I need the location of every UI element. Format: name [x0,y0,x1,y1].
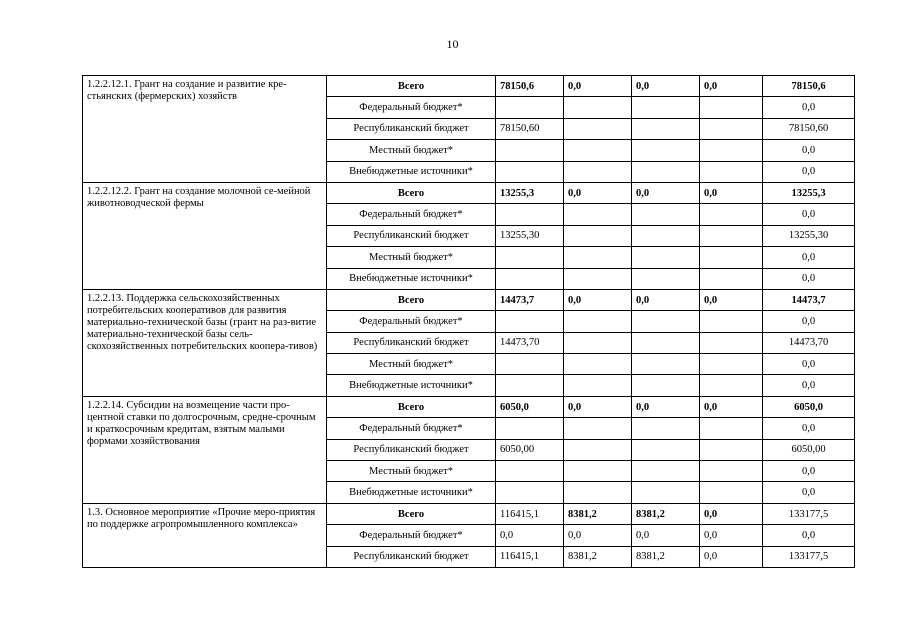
table-row [83,76,855,97]
year2-value: 0,0 [564,396,632,417]
year3-value [632,140,700,161]
total-value: 13255,3 [763,182,855,203]
year2-value: 0,0 [564,182,632,203]
year2-value: 0,0 [564,76,632,97]
table-body [83,76,855,568]
table-row [83,182,855,203]
year1-value [496,204,564,225]
year4-value [700,375,763,396]
year2-value [564,97,632,118]
page-number: 10 [446,37,459,51]
total-value: 14473,70 [763,332,855,353]
year3-value [632,418,700,439]
funding-source: Федеральный бюджет* [327,97,496,118]
total-value: 13255,30 [763,225,855,246]
year4-value [700,311,763,332]
funding-source: Внебюджетные источники* [327,482,496,503]
year4-value [700,354,763,375]
year4-value [700,461,763,482]
year4-value: 0,0 [700,76,763,97]
funding-source: Всего [327,182,496,203]
funding-source: Всего [327,503,496,524]
funding-source: Всего [327,289,496,310]
total-value: 0,0 [763,354,855,375]
funding-source: Местный бюджет* [327,461,496,482]
year3-value [632,247,700,268]
funding-source: Местный бюджет* [327,247,496,268]
year3-value [632,268,700,289]
year4-value [700,268,763,289]
year4-value: 0,0 [700,182,763,203]
total-value: 0,0 [763,97,855,118]
funding-source: Республиканский бюджет [327,118,496,139]
year1-value [496,247,564,268]
total-value: 0,0 [763,204,855,225]
year4-value [700,418,763,439]
funding-source: Всего [327,396,496,417]
year1-value: 6050,0 [496,396,564,417]
year1-value [496,161,564,182]
year2-value [564,225,632,246]
funding-source: Внебюджетные источники* [327,375,496,396]
table-row [83,289,855,310]
year2-value [564,118,632,139]
year1-value [496,140,564,161]
year4-value [700,482,763,503]
year3-value: 0,0 [632,396,700,417]
year4-value [700,140,763,161]
year2-value [564,311,632,332]
year4-value [700,161,763,182]
funding-source: Федеральный бюджет* [327,204,496,225]
funding-source: Республиканский бюджет [327,332,496,353]
year4-value [700,118,763,139]
year2-value: 0,0 [564,525,632,546]
year4-value [700,332,763,353]
year1-value: 13255,30 [496,225,564,246]
year1-value: 116415,1 [496,503,564,524]
total-value: 133177,5 [763,503,855,524]
total-value: 78150,6 [763,76,855,97]
year4-value: 0,0 [700,503,763,524]
year1-value: 78150,60 [496,118,564,139]
total-value: 0,0 [763,461,855,482]
year2-value [564,482,632,503]
total-value: 0,0 [763,311,855,332]
total-value: 0,0 [763,247,855,268]
year3-value: 0,0 [632,182,700,203]
year2-value [564,375,632,396]
year2-value [564,140,632,161]
year2-value [564,268,632,289]
year1-value [496,418,564,439]
measure-name: 1.3. Основное мероприятие «Прочие меро-приятия по поддержке агропромышленного комплекса» [83,503,327,567]
year2-value: 8381,2 [564,546,632,567]
measure-name: 1.2.2.14. Субсидии на возмещение части про-центной ставки по долгосрочным, средне-срочным и краткосрочным кредитам, взятым малыми формами хозяйствования [83,396,327,503]
funding-source: Всего [327,76,496,97]
year4-value [700,97,763,118]
funding-source: Республиканский бюджет [327,225,496,246]
year1-value [496,97,564,118]
total-value: 0,0 [763,140,855,161]
funding-source: Местный бюджет* [327,354,496,375]
year2-value [564,461,632,482]
funding-source: Республиканский бюджет [327,546,496,567]
funding-source: Федеральный бюджет* [327,311,496,332]
year3-value: 0,0 [632,525,700,546]
year3-value [632,461,700,482]
year1-value [496,461,564,482]
total-value: 0,0 [763,161,855,182]
total-value: 0,0 [763,268,855,289]
total-value: 6050,00 [763,439,855,460]
measure-name: 1.2.2.12.2. Грант на создание молочной се-мейной животноводческой фермы [83,182,327,289]
year3-value [632,482,700,503]
year4-value: 0,0 [700,396,763,417]
year2-value [564,439,632,460]
year3-value: 8381,2 [632,503,700,524]
year4-value [700,225,763,246]
year2-value [564,161,632,182]
year2-value [564,204,632,225]
funding-source: Внебюджетные источники* [327,268,496,289]
year1-value: 14473,7 [496,289,564,310]
total-value: 0,0 [763,375,855,396]
year3-value [632,354,700,375]
year1-value: 0,0 [496,525,564,546]
measure-name: 1.2.2.13. Поддержка сельскохозяйственных потребительских кооперативов для развития материально-технической базы (грант на раз-витие материально-технической базы сель-скохозяйственных потребительских коопера-тивов) [83,289,327,396]
year1-value [496,268,564,289]
year2-value [564,418,632,439]
total-value: 0,0 [763,482,855,503]
year4-value [700,204,763,225]
funding-source: Федеральный бюджет* [327,525,496,546]
year4-value: 0,0 [700,546,763,567]
table-row [83,503,855,524]
total-value: 0,0 [763,525,855,546]
year1-value: 14473,70 [496,332,564,353]
year2-value: 8381,2 [564,503,632,524]
year3-value [632,225,700,246]
budget-table [82,75,855,568]
year1-value [496,311,564,332]
funding-source: Федеральный бюджет* [327,418,496,439]
year3-value [632,332,700,353]
total-value: 78150,60 [763,118,855,139]
year3-value [632,161,700,182]
year1-value [496,354,564,375]
total-value: 133177,5 [763,546,855,567]
year1-value: 78150,6 [496,76,564,97]
year1-value: 116415,1 [496,546,564,567]
year3-value [632,439,700,460]
year2-value [564,332,632,353]
year3-value: 0,0 [632,289,700,310]
year4-value: 0,0 [700,289,763,310]
year1-value: 6050,00 [496,439,564,460]
funding-source: Местный бюджет* [327,140,496,161]
year4-value [700,247,763,268]
year4-value [700,439,763,460]
year4-value: 0,0 [700,525,763,546]
year2-value [564,247,632,268]
year2-value: 0,0 [564,289,632,310]
year3-value: 8381,2 [632,546,700,567]
total-value: 0,0 [763,418,855,439]
year3-value: 0,0 [632,76,700,97]
table-row [83,396,855,417]
measure-name: 1.2.2.12.1. Грант на создание и развитие кре-стьянских (фермерских) хозяйств [83,76,327,183]
year3-value [632,97,700,118]
total-value: 6050,0 [763,396,855,417]
year3-value [632,311,700,332]
year1-value [496,375,564,396]
year3-value [632,204,700,225]
year2-value [564,354,632,375]
funding-source: Республиканский бюджет [327,439,496,460]
funding-source: Внебюджетные источники* [327,161,496,182]
year1-value [496,482,564,503]
year3-value [632,118,700,139]
year3-value [632,375,700,396]
year1-value: 13255,3 [496,182,564,203]
total-value: 14473,7 [763,289,855,310]
